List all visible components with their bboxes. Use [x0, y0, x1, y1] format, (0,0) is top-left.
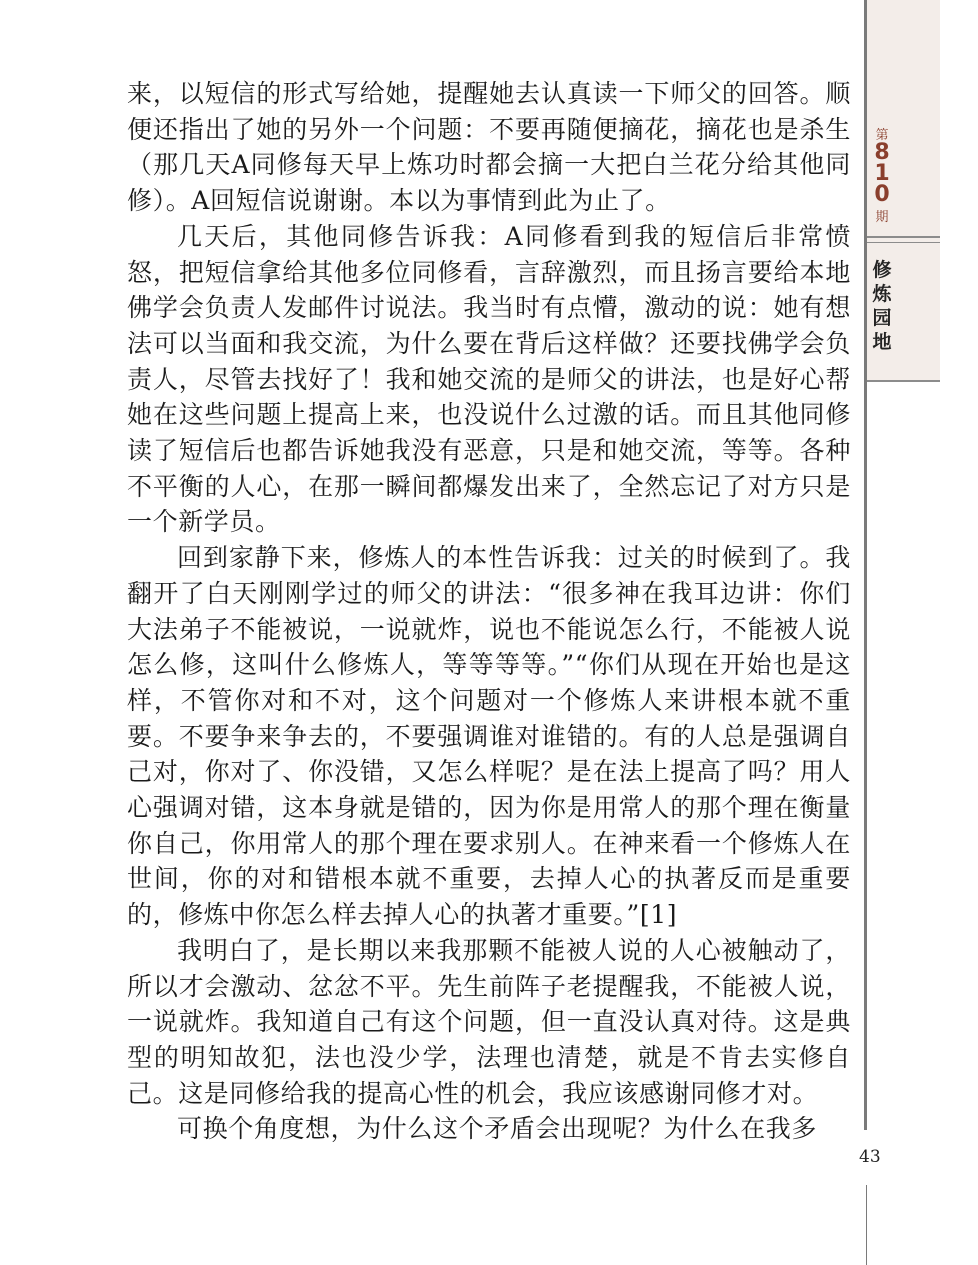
section-title: 修炼园地	[872, 259, 892, 353]
issue-number: 810	[874, 140, 890, 207]
page-number: 43	[859, 1147, 881, 1167]
paragraph: 可换个角度想，为什么这个矛盾会出现呢？为什么在我多	[177, 1114, 818, 1144]
tab-bottom-rule	[867, 380, 940, 382]
paragraph: 我明白了，是长期以来我那颗不能被人说的人心被触动了，所以才会激动、忿忿不平。先生前阵子老提醒我，不能被人说，一说就炸。我知道自己有这个问题，但一直没认真对待。这是典型的明知故犯，法也没少学，法理也清楚，就是不肯去实修自己。这是同修给我的提高心性的机会，我应该感谢同修才对。	[127, 935, 851, 1108]
paragraph: 几天后，其他同修告诉我：A同修看到我的短信后非常愤怒，把短信拿给其他多位同修看，言辞激烈，而且扬言要给本地佛学会负责人发邮件讨说法。我当时有点懵，激动的说：她有想法可以当面和我交流，为什么要在背后这样做？还要找佛学会负责人，尽管去找好了！我和她交流的是师父的讲法，也是好心帮她在这些问题上提高上来，也没说什么过激的话。而且其他同修读了短信后也都告诉她我没有恶意，只是和她交流，等等。各种不平衡的人心，在那一瞬间都爆发出来了，全然忘记了对方只是一个新学员。	[127, 221, 851, 537]
vertical-rule-lower	[866, 1185, 867, 1265]
tab-divider-thin	[867, 242, 940, 243]
issue-label	[867, 0, 940, 236]
tab-divider	[867, 236, 940, 238]
article-body	[127, 76, 851, 1147]
paragraph: 来，以短信的形式写给她，提醒她去认真读一下师父的回答。顺便还指出了她的另外一个问题：不要再随便摘花，摘花也是杀生（那几天A同修每天早上炼功时都会摘一大把白兰花分给其他同修）。A回短信说谢谢。本以为事情到此为止了。	[127, 79, 851, 216]
paragraph: 回到家静下来，修炼人的本性告诉我：过关的时候到了。我翻开了白天刚刚学过的师父的讲法：“很多神在我耳边讲：你们大法弟子不能被说，一说就炸，说也不能说怎么行，不能被人说怎么修，这叫什么修炼人，等等等等。”“你们从现在开始也是这样，不管你对和不对，这个问题对一个修炼人来讲根本就不重要。不要争来争去的，不要强调谁对谁错的。有的人总是强调自己对，你对了、你没错，又怎么样呢？是在法上提高了吗？用人心强调对错，这本身就是错的，因为你是用常人的那个理在衡量你自己，你用常人的那个理在要求别人。在神来看一个修炼人在世间，你的对和错根本就不重要，去掉人心的执著反而是重要的，修炼中你怎么样去掉人心的执著才重要。”[1]	[127, 543, 851, 930]
issue-prefix: 第	[875, 128, 889, 143]
issue-suffix: 期	[875, 210, 889, 225]
